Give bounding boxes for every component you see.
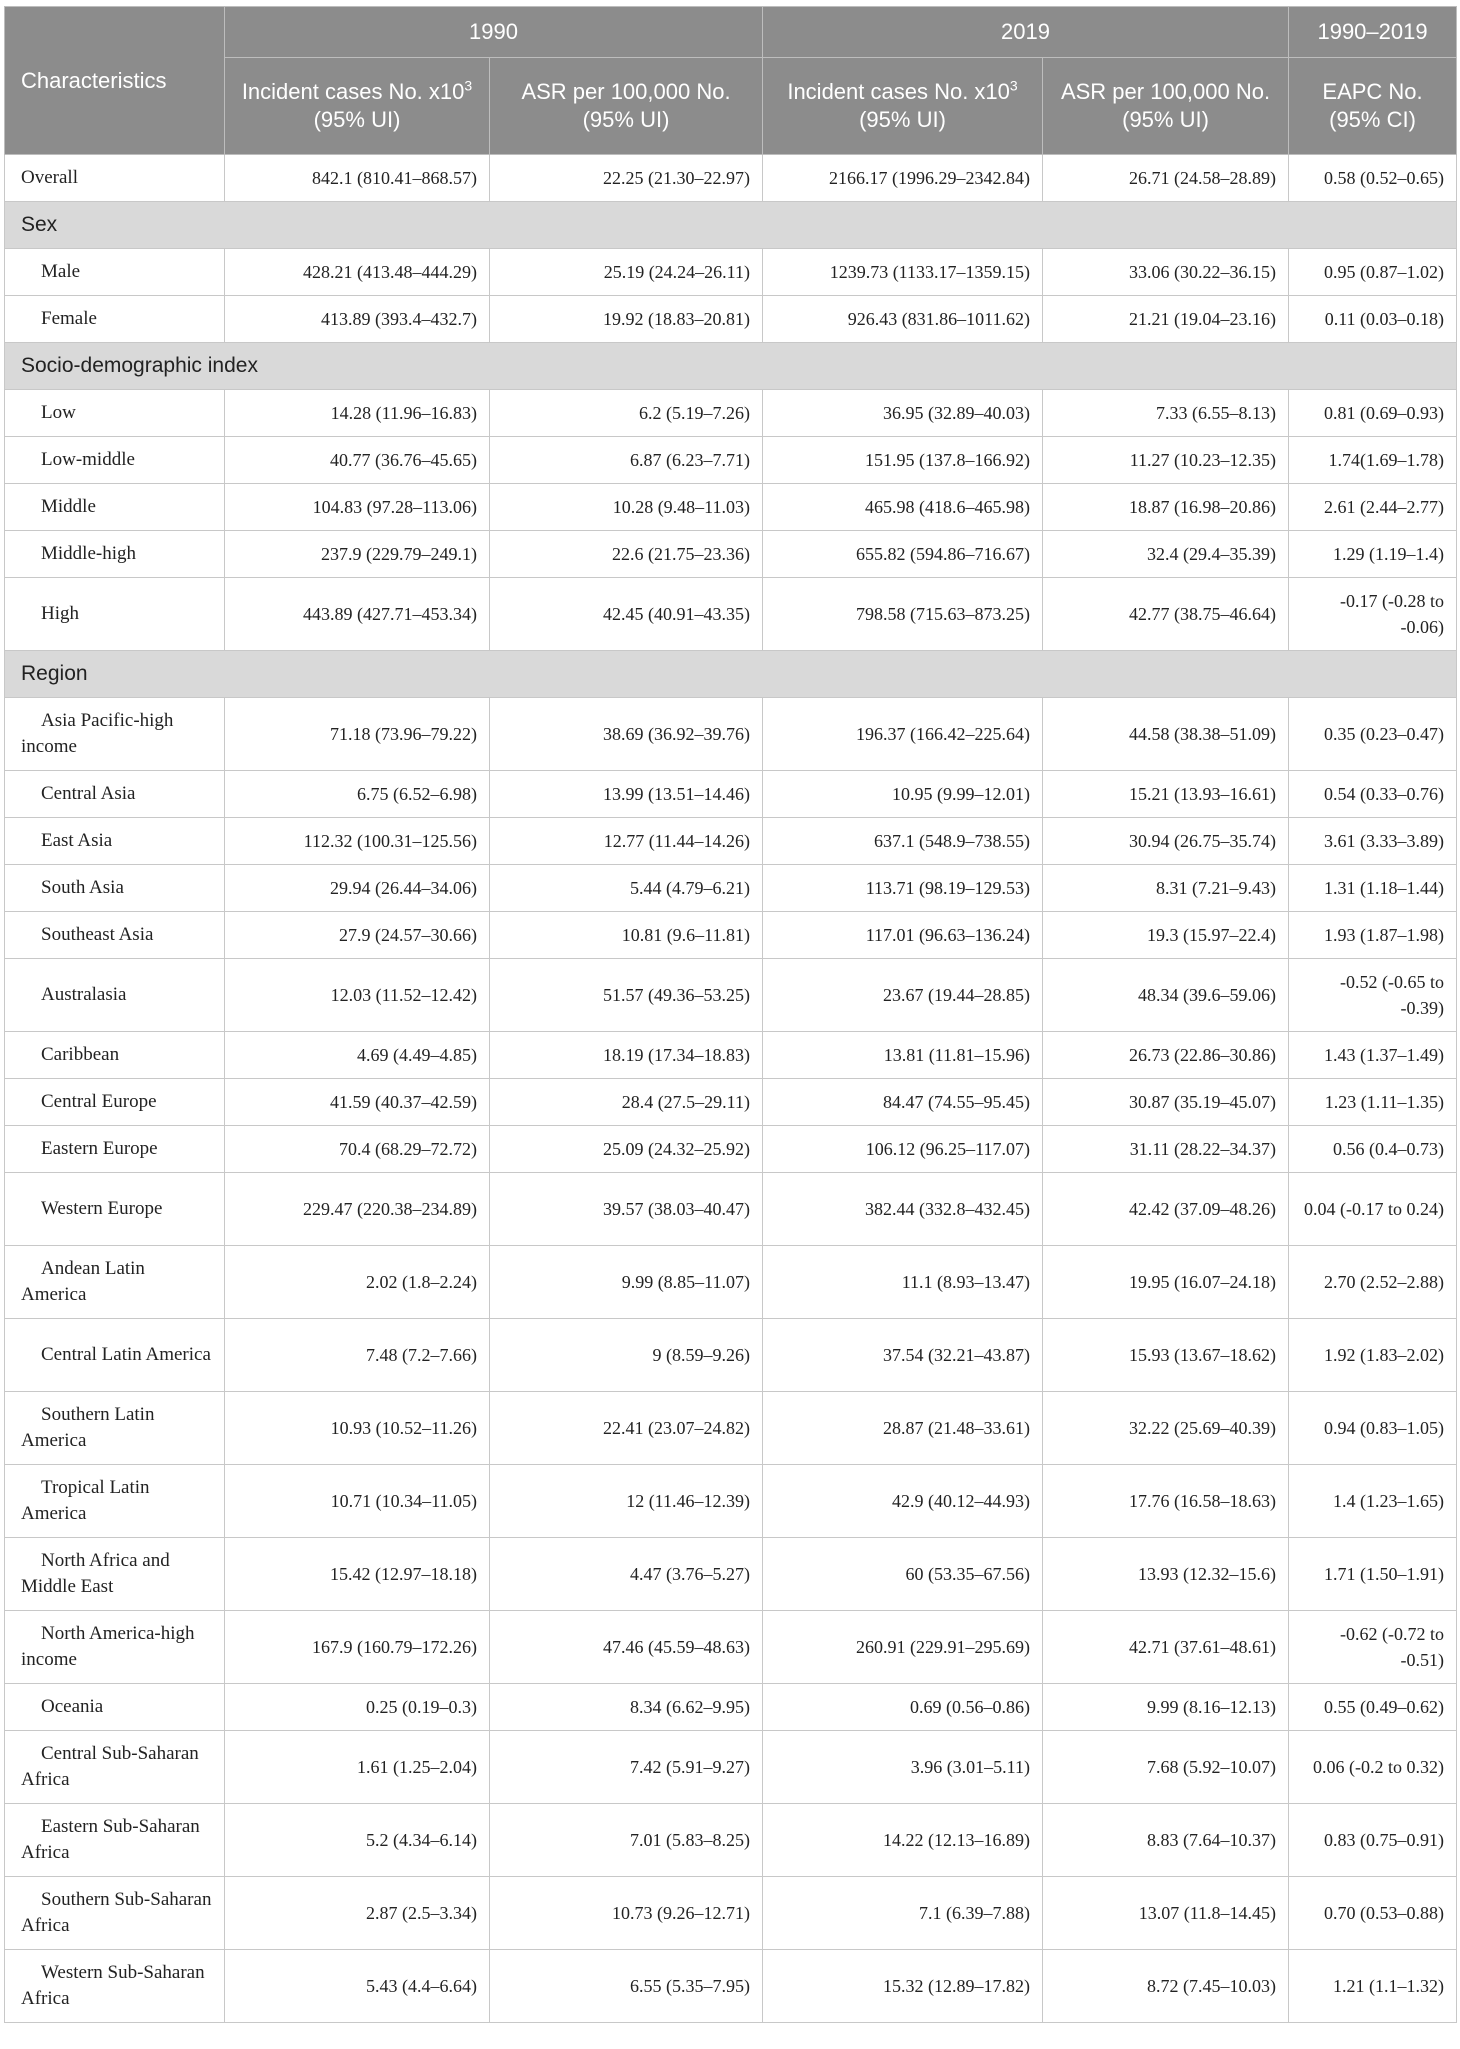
row-label: Southern Latin America — [5, 1392, 225, 1465]
table-cell: 151.95 (137.8–166.92) — [763, 437, 1043, 484]
table-cell: -0.17 (-0.28 to -0.06) — [1289, 578, 1457, 651]
row-label: Eastern Europe — [5, 1126, 225, 1173]
table-cell: 31.11 (28.22–34.37) — [1043, 1126, 1289, 1173]
table-cell: 10.71 (10.34–11.05) — [225, 1465, 490, 1538]
table-cell: 22.6 (21.75–23.36) — [490, 531, 763, 578]
table-cell: 42.71 (37.61–48.61) — [1043, 1611, 1289, 1684]
table-cell: 36.95 (32.89–40.03) — [763, 390, 1043, 437]
table-cell: 655.82 (594.86–716.67) — [763, 531, 1043, 578]
table-cell: 84.47 (74.55–95.45) — [763, 1079, 1043, 1126]
table-cell: 5.44 (4.79–6.21) — [490, 865, 763, 912]
table-cell: 196.37 (166.42–225.64) — [763, 698, 1043, 771]
table-cell: 0.56 (0.4–0.73) — [1289, 1126, 1457, 1173]
table-cell: 637.1 (548.9–738.55) — [763, 818, 1043, 865]
table-cell: 14.22 (12.13–16.89) — [763, 1804, 1043, 1877]
table-row — [5, 959, 1457, 1032]
table-row — [5, 912, 1457, 959]
header-column-sub: (95% UI) — [859, 107, 946, 132]
row-label: Low — [5, 390, 225, 437]
table-cell: 443.89 (427.71–453.34) — [225, 578, 490, 651]
table-cell: 7.68 (5.92–10.07) — [1043, 1731, 1289, 1804]
section-heading: Socio-demographic index — [5, 343, 1457, 390]
table-cell: 42.45 (40.91–43.35) — [490, 578, 763, 651]
row-label: Overall — [5, 155, 225, 202]
table-row — [5, 1804, 1457, 1877]
table-cell: 2.70 (2.52–2.88) — [1289, 1246, 1457, 1319]
table-cell: 0.11 (0.03–0.18) — [1289, 296, 1457, 343]
table-cell: 1.23 (1.11–1.35) — [1289, 1079, 1457, 1126]
section-heading: Sex — [5, 202, 1457, 249]
table-cell: -0.62 (-0.72 to -0.51) — [1289, 1611, 1457, 1684]
header-column-main: ASR per 100,000 No. — [521, 79, 731, 104]
row-label: Tropical Latin America — [5, 1465, 225, 1538]
table-cell: 0.35 (0.23–0.47) — [1289, 698, 1457, 771]
table-cell: 0.04 (-0.17 to 0.24) — [1289, 1173, 1457, 1246]
table-cell: 0.95 (0.87–1.02) — [1289, 249, 1457, 296]
table-row — [5, 437, 1457, 484]
table-cell: 7.48 (7.2–7.66) — [225, 1319, 490, 1392]
table-cell: 8.31 (7.21–9.43) — [1043, 865, 1289, 912]
table-cell: 19.3 (15.97–22.4) — [1043, 912, 1289, 959]
row-label: Central Asia — [5, 771, 225, 818]
table-cell: 229.47 (220.38–234.89) — [225, 1173, 490, 1246]
table-cell: 260.91 (229.91–295.69) — [763, 1611, 1043, 1684]
row-label: Central Europe — [5, 1079, 225, 1126]
table-cell: 382.44 (332.8–432.45) — [763, 1173, 1043, 1246]
table-cell: 8.83 (7.64–10.37) — [1043, 1804, 1289, 1877]
table-cell: 1.31 (1.18–1.44) — [1289, 865, 1457, 912]
table-cell: 0.81 (0.69–0.93) — [1289, 390, 1457, 437]
header-column-3 — [763, 58, 1043, 155]
table-row — [5, 1877, 1457, 1950]
table-cell: 1.29 (1.19–1.4) — [1289, 531, 1457, 578]
table-cell: 2.02 (1.8–2.24) — [225, 1246, 490, 1319]
table-cell: 1.92 (1.83–2.02) — [1289, 1319, 1457, 1392]
table-cell: 0.69 (0.56–0.86) — [763, 1684, 1043, 1731]
table-cell: 11.27 (10.23–12.35) — [1043, 437, 1289, 484]
table-row — [5, 296, 1457, 343]
table-cell: 25.09 (24.32–25.92) — [490, 1126, 763, 1173]
table-row — [5, 1126, 1457, 1173]
table-cell: 28.4 (27.5–29.11) — [490, 1079, 763, 1126]
table-cell: 0.58 (0.52–0.65) — [1289, 155, 1457, 202]
header-column-1 — [225, 58, 490, 155]
table-row — [5, 698, 1457, 771]
header-group-1990: 1990 — [225, 7, 763, 58]
table-cell: 47.46 (45.59–48.63) — [490, 1611, 763, 1684]
table-cell: -0.52 (-0.65 to -0.39) — [1289, 959, 1457, 1032]
table-cell: 8.34 (6.62–9.95) — [490, 1684, 763, 1731]
row-label: Middle — [5, 484, 225, 531]
table-cell: 21.21 (19.04–23.16) — [1043, 296, 1289, 343]
table-row — [5, 1611, 1457, 1684]
table-cell: 798.58 (715.63–873.25) — [763, 578, 1043, 651]
row-label: Oceania — [5, 1684, 225, 1731]
table-cell: 0.54 (0.33–0.76) — [1289, 771, 1457, 818]
table-row — [5, 1392, 1457, 1465]
table-cell: 104.83 (97.28–113.06) — [225, 484, 490, 531]
table-cell: 22.25 (21.30–22.97) — [490, 155, 763, 202]
table-cell: 33.06 (30.22–36.15) — [1043, 249, 1289, 296]
table-row — [5, 1465, 1457, 1538]
table-cell: 3.61 (3.33–3.89) — [1289, 818, 1457, 865]
row-label: East Asia — [5, 818, 225, 865]
table-cell: 19.95 (16.07–24.18) — [1043, 1246, 1289, 1319]
table-cell: 51.57 (49.36–53.25) — [490, 959, 763, 1032]
row-label: North America-high income — [5, 1611, 225, 1684]
table-cell: 28.87 (21.48–33.61) — [763, 1392, 1043, 1465]
row-label: Eastern Sub-Saharan Africa — [5, 1804, 225, 1877]
header-column-main: Incident cases No. x10 — [787, 79, 1010, 104]
section-row-region — [5, 651, 1457, 698]
row-label: Male — [5, 249, 225, 296]
table-cell: 2.87 (2.5–3.34) — [225, 1877, 490, 1950]
table-cell: 9.99 (8.85–11.07) — [490, 1246, 763, 1319]
header-characteristics: Characteristics — [5, 7, 225, 155]
table-row — [5, 1950, 1457, 2023]
table-cell: 10.28 (9.48–11.03) — [490, 484, 763, 531]
header-column-4 — [1043, 58, 1289, 155]
table-cell: 6.55 (5.35–7.95) — [490, 1950, 763, 2023]
table-row — [5, 484, 1457, 531]
table-cell: 18.87 (16.98–20.86) — [1043, 484, 1289, 531]
table-cell: 12 (11.46–12.39) — [490, 1465, 763, 1538]
table-cell: 19.92 (18.83–20.81) — [490, 296, 763, 343]
table-cell: 30.94 (26.75–35.74) — [1043, 818, 1289, 865]
table-cell: 71.18 (73.96–79.22) — [225, 698, 490, 771]
table-cell: 926.43 (831.86–1011.62) — [763, 296, 1043, 343]
table-cell: 4.47 (3.76–5.27) — [490, 1538, 763, 1611]
table-cell: 9.99 (8.16–12.13) — [1043, 1684, 1289, 1731]
table-cell: 2.61 (2.44–2.77) — [1289, 484, 1457, 531]
table-cell: 1.4 (1.23–1.65) — [1289, 1465, 1457, 1538]
table-cell: 106.12 (96.25–117.07) — [763, 1126, 1043, 1173]
row-label: Caribbean — [5, 1032, 225, 1079]
table-cell: 48.34 (39.6–59.06) — [1043, 959, 1289, 1032]
table-cell: 14.28 (11.96–16.83) — [225, 390, 490, 437]
table-cell: 26.73 (22.86–30.86) — [1043, 1032, 1289, 1079]
table-cell: 5.2 (4.34–6.14) — [225, 1804, 490, 1877]
table-cell: 32.22 (25.69–40.39) — [1043, 1392, 1289, 1465]
header-column-sub: (95% UI) — [313, 107, 401, 132]
table-cell: 7.33 (6.55–8.13) — [1043, 390, 1289, 437]
table-cell: 10.95 (9.99–12.01) — [763, 771, 1043, 818]
table-cell: 413.89 (393.4–432.7) — [225, 296, 490, 343]
table-cell: 112.32 (100.31–125.56) — [225, 818, 490, 865]
table-row — [5, 1079, 1457, 1126]
table-cell: 4.69 (4.49–4.85) — [225, 1032, 490, 1079]
table-row — [5, 249, 1457, 296]
table-cell: 7.01 (5.83–8.25) — [490, 1804, 763, 1877]
table-cell: 6.87 (6.23–7.71) — [490, 437, 763, 484]
table-cell: 1.43 (1.37–1.49) — [1289, 1032, 1457, 1079]
header-column-main: EAPC No. — [1322, 79, 1423, 104]
incidence-table — [4, 6, 1457, 2023]
table-cell: 5.43 (4.4–6.64) — [225, 1950, 490, 2023]
table-cell: 38.69 (36.92–39.76) — [490, 698, 763, 771]
row-label: Western Sub-Saharan Africa — [5, 1950, 225, 2023]
table-cell: 3.96 (3.01–5.11) — [763, 1731, 1043, 1804]
table-cell: 1.61 (1.25–2.04) — [225, 1731, 490, 1804]
table-cell: 8.72 (7.45–10.03) — [1043, 1950, 1289, 2023]
table-cell: 1.93 (1.87–1.98) — [1289, 912, 1457, 959]
table-cell: 7.42 (5.91–9.27) — [490, 1731, 763, 1804]
table-row — [5, 1538, 1457, 1611]
table-cell: 7.1 (6.39–7.88) — [763, 1877, 1043, 1950]
header-column-sup: 3 — [464, 77, 473, 94]
table-row — [5, 818, 1457, 865]
header-column-sup: 3 — [1009, 77, 1018, 94]
section-heading: Region — [5, 651, 1457, 698]
section-row-sdi — [5, 343, 1457, 390]
table-cell: 237.9 (229.79–249.1) — [225, 531, 490, 578]
table-cell: 27.9 (24.57–30.66) — [225, 912, 490, 959]
table-cell: 60 (53.35–67.56) — [763, 1538, 1043, 1611]
header-column-sub: (95% UI) — [582, 107, 670, 132]
table-cell: 25.19 (24.24–26.11) — [490, 249, 763, 296]
table-cell: 15.32 (12.89–17.82) — [763, 1950, 1043, 2023]
row-label: Low-middle — [5, 437, 225, 484]
table-cell: 17.76 (16.58–18.63) — [1043, 1465, 1289, 1538]
table-cell: 465.98 (418.6–465.98) — [763, 484, 1043, 531]
header-group-2019: 2019 — [763, 7, 1289, 58]
table-cell: 12.77 (11.44–14.26) — [490, 818, 763, 865]
table-cell: 0.83 (0.75–0.91) — [1289, 1804, 1457, 1877]
row-label: Central Sub-Saharan Africa — [5, 1731, 225, 1804]
table-cell: 15.93 (13.67–18.62) — [1043, 1319, 1289, 1392]
header-group-change: 1990–2019 — [1289, 7, 1457, 58]
row-label: Central Latin America — [5, 1319, 225, 1392]
table-cell: 22.41 (23.07–24.82) — [490, 1392, 763, 1465]
header-column-main: Incident cases No. x10 — [241, 79, 465, 104]
row-label: Andean Latin America — [5, 1246, 225, 1319]
table-cell: 18.19 (17.34–18.83) — [490, 1032, 763, 1079]
table-cell: 10.81 (9.6–11.81) — [490, 912, 763, 959]
table-cell: 40.77 (36.76–45.65) — [225, 437, 490, 484]
table-row — [5, 1246, 1457, 1319]
table-cell: 1239.73 (1133.17–1359.15) — [763, 249, 1043, 296]
table-cell: 0.25 (0.19–0.3) — [225, 1684, 490, 1731]
table-cell: 32.4 (29.4–35.39) — [1043, 531, 1289, 578]
table-cell: 842.1 (810.41–868.57) — [225, 155, 490, 202]
row-label: Asia Pacific-high income — [5, 698, 225, 771]
table-cell: 0.06 (-0.2 to 0.32) — [1289, 1731, 1457, 1804]
header-column-sub: (95% UI) — [1122, 107, 1209, 132]
table-cell: 13.99 (13.51–14.46) — [490, 771, 763, 818]
table-row — [5, 865, 1457, 912]
table-cell: 70.4 (68.29–72.72) — [225, 1126, 490, 1173]
table-cell: 0.55 (0.49–0.62) — [1289, 1684, 1457, 1731]
table-row — [5, 390, 1457, 437]
table-cell: 117.01 (96.63–136.24) — [763, 912, 1043, 959]
section-row-sex — [5, 202, 1457, 249]
table-cell: 41.59 (40.37–42.59) — [225, 1079, 490, 1126]
header-column-main: ASR per 100,000 No. — [1060, 79, 1271, 104]
table-cell: 0.70 (0.53–0.88) — [1289, 1877, 1457, 1950]
table-row — [5, 155, 1457, 202]
table-row — [5, 1319, 1457, 1392]
table-cell: 2166.17 (1996.29–2342.84) — [763, 155, 1043, 202]
row-label: Southern Sub-Saharan Africa — [5, 1877, 225, 1950]
table-cell: 15.42 (12.97–18.18) — [225, 1538, 490, 1611]
table-row — [5, 1173, 1457, 1246]
row-label: South Asia — [5, 865, 225, 912]
table-cell: 13.07 (11.8–14.45) — [1043, 1877, 1289, 1950]
table-cell: 6.2 (5.19–7.26) — [490, 390, 763, 437]
table-row — [5, 531, 1457, 578]
table-row — [5, 1032, 1457, 1079]
header-column-5 — [1289, 58, 1457, 155]
table-row — [5, 578, 1457, 651]
table-cell: 42.77 (38.75–46.64) — [1043, 578, 1289, 651]
table-cell: 39.57 (38.03–40.47) — [490, 1173, 763, 1246]
row-label: High — [5, 578, 225, 651]
table-cell: 1.74(1.69–1.78) — [1289, 437, 1457, 484]
header-column-2 — [490, 58, 763, 155]
table-cell: 42.42 (37.09–48.26) — [1043, 1173, 1289, 1246]
row-label: Australasia — [5, 959, 225, 1032]
table-cell: 428.21 (413.48–444.29) — [225, 249, 490, 296]
table-cell: 10.93 (10.52–11.26) — [225, 1392, 490, 1465]
table-cell: 10.73 (9.26–12.71) — [490, 1877, 763, 1950]
table-row — [5, 1684, 1457, 1731]
table-cell: 11.1 (8.93–13.47) — [763, 1246, 1043, 1319]
row-label: Southeast Asia — [5, 912, 225, 959]
table-cell: 1.71 (1.50–1.91) — [1289, 1538, 1457, 1611]
table-cell: 0.94 (0.83–1.05) — [1289, 1392, 1457, 1465]
table-cell: 37.54 (32.21–43.87) — [763, 1319, 1043, 1392]
table-cell: 113.71 (98.19–129.53) — [763, 865, 1043, 912]
table-cell: 15.21 (13.93–16.61) — [1043, 771, 1289, 818]
table-cell: 167.9 (160.79–172.26) — [225, 1611, 490, 1684]
table-cell: 12.03 (11.52–12.42) — [225, 959, 490, 1032]
table-cell: 23.67 (19.44–28.85) — [763, 959, 1043, 1032]
table-cell: 6.75 (6.52–6.98) — [225, 771, 490, 818]
row-label: Middle-high — [5, 531, 225, 578]
table-row — [5, 1731, 1457, 1804]
table-row — [5, 771, 1457, 818]
table-cell: 13.81 (11.81–15.96) — [763, 1032, 1043, 1079]
row-label: Female — [5, 296, 225, 343]
row-label: North Africa and Middle East — [5, 1538, 225, 1611]
table-cell: 42.9 (40.12–44.93) — [763, 1465, 1043, 1538]
table-cell: 26.71 (24.58–28.89) — [1043, 155, 1289, 202]
table-cell: 1.21 (1.1–1.32) — [1289, 1950, 1457, 2023]
table-cell: 13.93 (12.32–15.6) — [1043, 1538, 1289, 1611]
header-column-sub: (95% CI) — [1329, 107, 1416, 132]
table-cell: 30.87 (35.19–45.07) — [1043, 1079, 1289, 1126]
table-cell: 29.94 (26.44–34.06) — [225, 865, 490, 912]
table-cell: 44.58 (38.38–51.09) — [1043, 698, 1289, 771]
row-label: Western Europe — [5, 1173, 225, 1246]
table-cell: 9 (8.59–9.26) — [490, 1319, 763, 1392]
